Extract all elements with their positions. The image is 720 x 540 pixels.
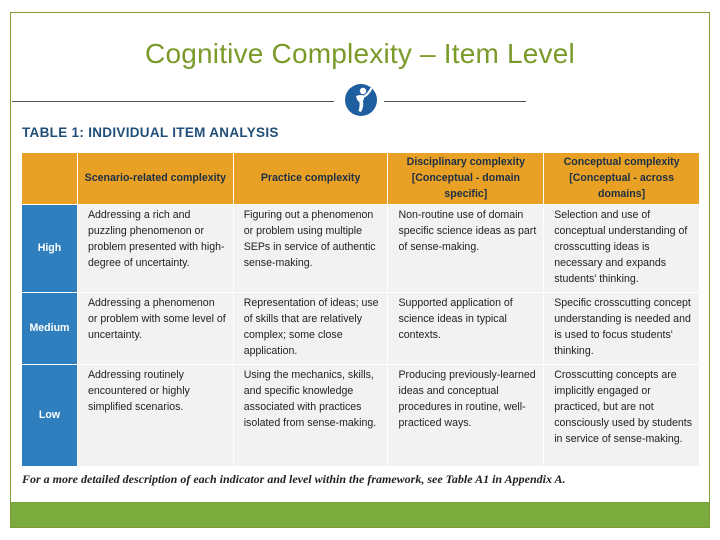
table-title: TABLE 1: INDIVIDUAL ITEM ANALYSIS	[22, 125, 279, 140]
table-cell: Non-routine use of domain specific science ideas as part of sense-making.	[388, 205, 544, 293]
header-scenario-complexity: Scenario-related complexity	[77, 153, 233, 205]
table-cell: Crosscutting concepts are implicitly engaged or practiced, but are not consciously used by students in service of sense-making.	[544, 365, 700, 467]
table-cell: Specific crosscutting concept understanding is needed and is used to focus students' thinking.	[544, 293, 700, 365]
header-corner	[22, 153, 78, 205]
header-disciplinary-complexity: Disciplinary complexity [Conceptual - domain specific]	[388, 153, 544, 205]
table-row-high	[22, 205, 700, 293]
header-conceptual-complexity: Conceptual complexity [Conceptual - across domains]	[544, 153, 700, 205]
item-analysis-table	[21, 152, 700, 467]
table-row-low	[22, 365, 700, 467]
table-cell: Addressing routinely encountered or highly simplified scenarios.	[77, 365, 233, 467]
table-cell: Producing previously-learned ideas and conceptual procedures in routine, well-practiced ways.	[388, 365, 544, 467]
table-cell: Using the mechanics, skills, and specific knowledge associated with practices isolated from sense-making.	[233, 365, 388, 467]
table-header-row	[22, 153, 700, 205]
level-label: Medium	[22, 293, 78, 365]
person-reaching-icon	[344, 83, 378, 117]
table-cell: Addressing a phenomenon or problem with some level of uncertainty.	[77, 293, 233, 365]
slide-title: Cognitive Complexity – Item Level	[145, 38, 575, 69]
table-cell: Representation of ideas; use of skills that are relatively complex; some close application.	[233, 293, 388, 365]
table-footnote: For a more detailed description of each indicator and level within the framework, see Table A1 in Appendix A.	[22, 472, 566, 486]
table-cell: Addressing a rich and puzzling phenomenon or problem presented with high-degree of uncertainty.	[77, 205, 233, 293]
level-label: Low	[22, 365, 78, 467]
table-cell: Supported application of science ideas in typical contexts.	[388, 293, 544, 365]
header-practice-complexity: Practice complexity	[233, 153, 388, 205]
table-cell: Figuring out a phenomenon or problem using multiple SEPs in service of authentic sense-making.	[233, 205, 388, 293]
title-divider-right	[384, 101, 526, 102]
table-cell: Selection and use of conceptual understanding of crosscutting ideas is necessary and expands students' thinking.	[544, 205, 700, 293]
title-divider-left	[12, 101, 334, 102]
table-row-medium	[22, 293, 700, 365]
footer-band	[11, 502, 709, 527]
level-label: High	[22, 205, 78, 293]
